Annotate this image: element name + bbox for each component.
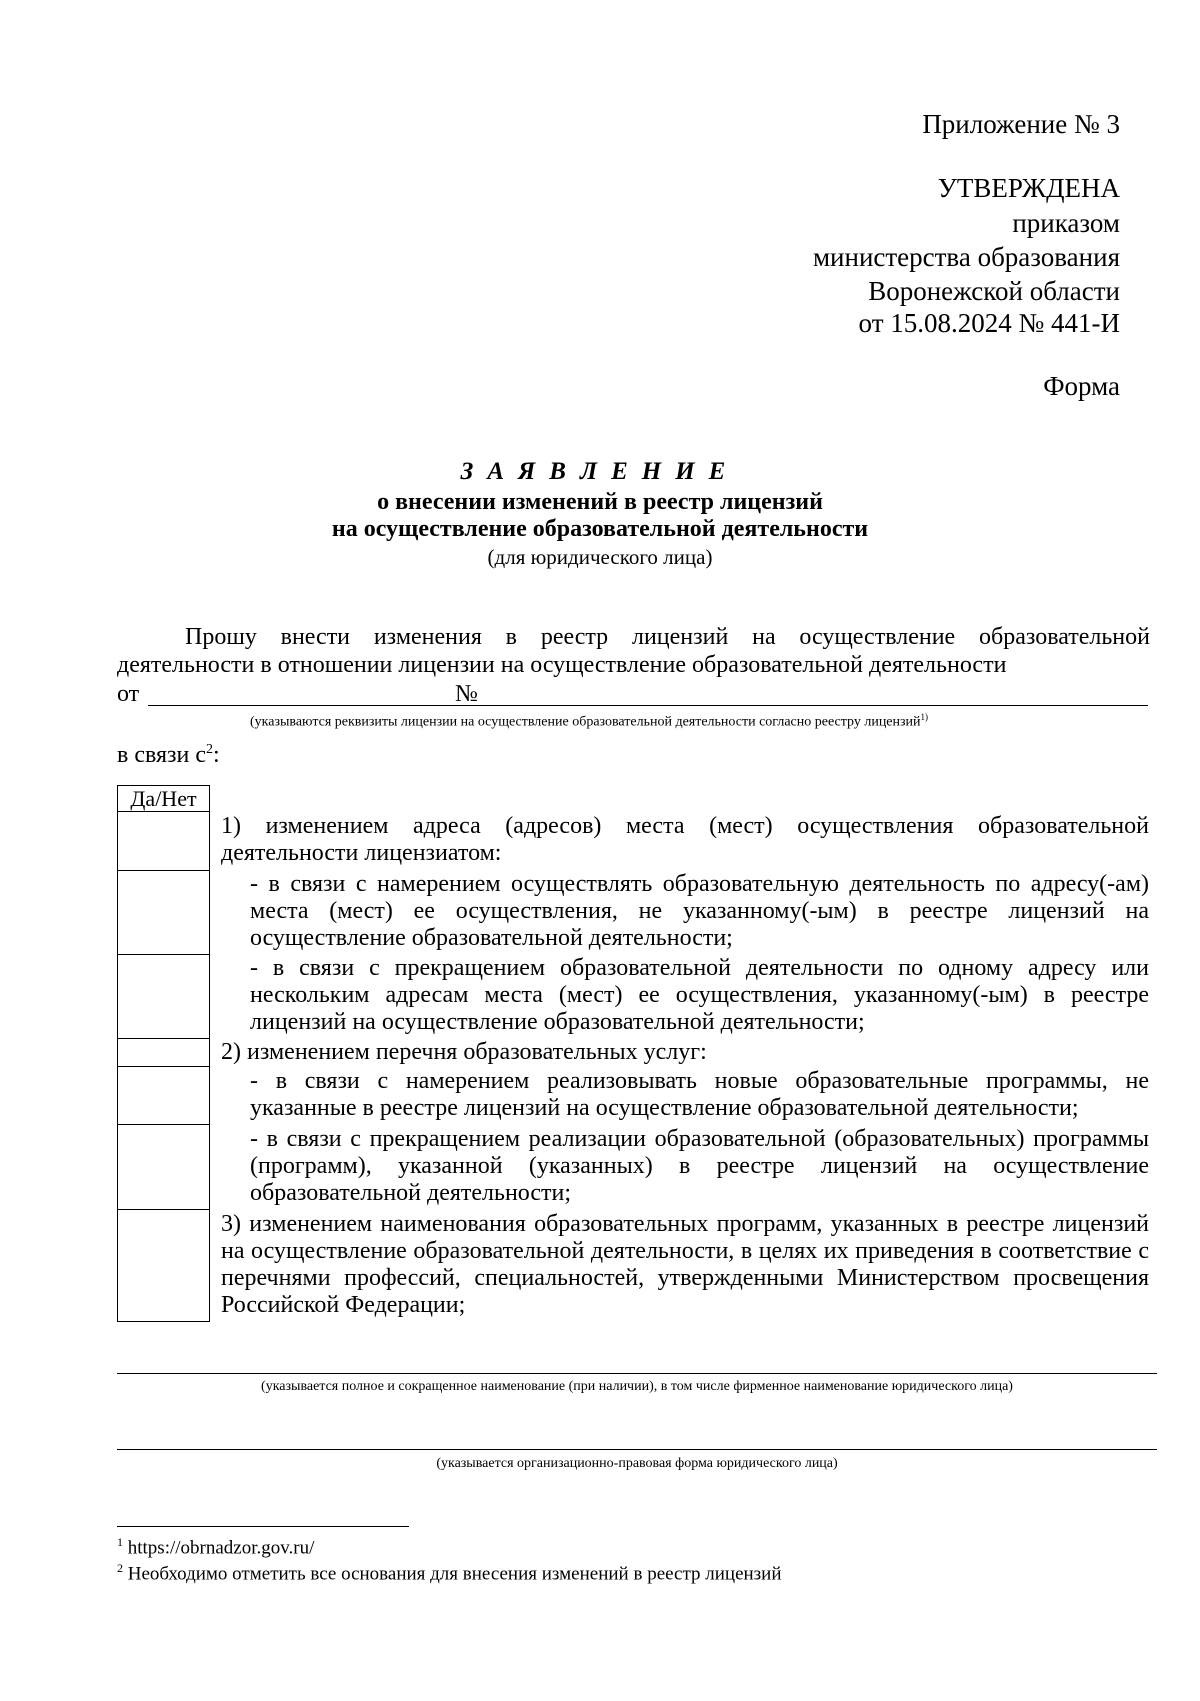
approval-line-3: Воронежской области bbox=[868, 276, 1120, 306]
checkbox-item-1a[interactable] bbox=[117, 870, 210, 955]
footnote-2-text: Необходимо отметить все основания для внесения изменений в реестр лицензий bbox=[127, 1563, 782, 1585]
checkbox-item-1[interactable] bbox=[117, 811, 210, 871]
footnote-2 bbox=[117, 1561, 782, 1585]
item-1a-text: - в связи с намерением осуществлять образовательную деятельность по адресу(-ам) места (мест) ее осуществления, не указанному(-ым) в реестре лицензий на осуществление образовательной деятельности; bbox=[250, 871, 1149, 951]
approval-line-2: министерства образования bbox=[812, 242, 1120, 272]
reason-label: в связи с bbox=[117, 742, 207, 768]
approval-line-1: приказом bbox=[1012, 208, 1120, 238]
yes-no-header: Да/Нет bbox=[117, 785, 210, 812]
checkbox-item-1b[interactable] bbox=[117, 954, 210, 1039]
footnote-1-link[interactable]: https://obrnadzor.gov.ru/ bbox=[127, 1537, 315, 1559]
footnote-ref-2: 2 bbox=[206, 742, 214, 757]
title-line-3: (для юридического лица) bbox=[487, 545, 713, 569]
item-2-text: 2) изменением перечня образовательных услуг: bbox=[221, 1039, 707, 1065]
reason-colon: : bbox=[213, 742, 220, 768]
document-title: ЗАЯВЛЕНИЕ bbox=[460, 458, 740, 485]
footnote-separator bbox=[117, 1526, 409, 1527]
item-2b-text: - в связи с прекращением реализации образовательной (образовательных) программы (программ), указанной (указанных) в реестре лицензий на осуществление образовательной деятельности; bbox=[250, 1126, 1149, 1206]
approval-line-4: от 15.08.2024 № 441-И bbox=[858, 308, 1120, 338]
checkbox-item-2b[interactable] bbox=[117, 1124, 210, 1210]
license-details-hint bbox=[250, 712, 928, 731]
footnote-ref-1: 1) bbox=[920, 712, 929, 722]
footnote-1 bbox=[117, 1535, 314, 1559]
form-label: Форма bbox=[1043, 371, 1120, 401]
footnote-1-mark: 1 bbox=[117, 1535, 123, 1549]
license-number-label: № bbox=[455, 681, 478, 707]
checkbox-item-3[interactable] bbox=[117, 1209, 210, 1322]
license-details-hint-text: (указываются реквизиты лицензии на осуществление образовательной деятельности согласно реестру лицензий bbox=[250, 714, 921, 730]
title-line-1: о внесении изменений в реестр лицензий bbox=[377, 489, 823, 515]
title-line-2: на осуществление образовательной деятельности bbox=[331, 516, 869, 542]
request-line-1: Прошу внести изменения в реестр лицензий на осуществление образовательной bbox=[185, 624, 1150, 650]
request-line-2: деятельности в отношении лицензии на осуществление образовательной деятельности bbox=[117, 652, 1007, 678]
checkbox-item-2[interactable] bbox=[117, 1038, 210, 1067]
item-1b-text: - в связи с прекращением образовательной деятельности по одному адресу или нескольким адресам места (мест) ее осуществления, указанному(-ым) в реестре лицензий на осуществление образовательной деятельности; bbox=[250, 955, 1149, 1035]
license-details-line[interactable] bbox=[148, 705, 1148, 706]
approved-label: УТВЕРЖДЕНА bbox=[937, 173, 1120, 203]
item-1-text: 1) изменением адреса (адресов) места (мест) осуществления образовательной деятельности лицензиатом: bbox=[221, 813, 1149, 866]
checkbox-item-2a[interactable] bbox=[117, 1066, 210, 1125]
legal-entity-name-line[interactable] bbox=[117, 1373, 1157, 1374]
legal-form-hint: (указывается организационно-правовая форма юридического лица) bbox=[436, 1456, 838, 1471]
footnote-2-mark: 2 bbox=[117, 1561, 123, 1575]
item-2a-text: - в связи с намерением реализовывать новые образовательные программы, не указанные в реестре лицензий на осуществление образовательной деятельности; bbox=[250, 1068, 1149, 1121]
item-3-text: 3) изменением наименования образовательных программ, указанных в реестре лицензий на осуществление образовательной деятельности, в целях их приведения в соответствие с перечнями профессий, специальностей, утвержденными Министерством просвещения Российской Федерации; bbox=[221, 1211, 1149, 1318]
legal-entity-name-hint: (указывается полное и сокращенное наименование (при наличии), в том числе фирменное наименование юридического лица) bbox=[261, 1379, 1013, 1394]
license-date-label: от bbox=[117, 681, 140, 707]
legal-form-line[interactable] bbox=[117, 1449, 1157, 1450]
appendix-number: Приложение № 3 bbox=[922, 109, 1120, 139]
reason-label-wrap bbox=[117, 736, 220, 769]
